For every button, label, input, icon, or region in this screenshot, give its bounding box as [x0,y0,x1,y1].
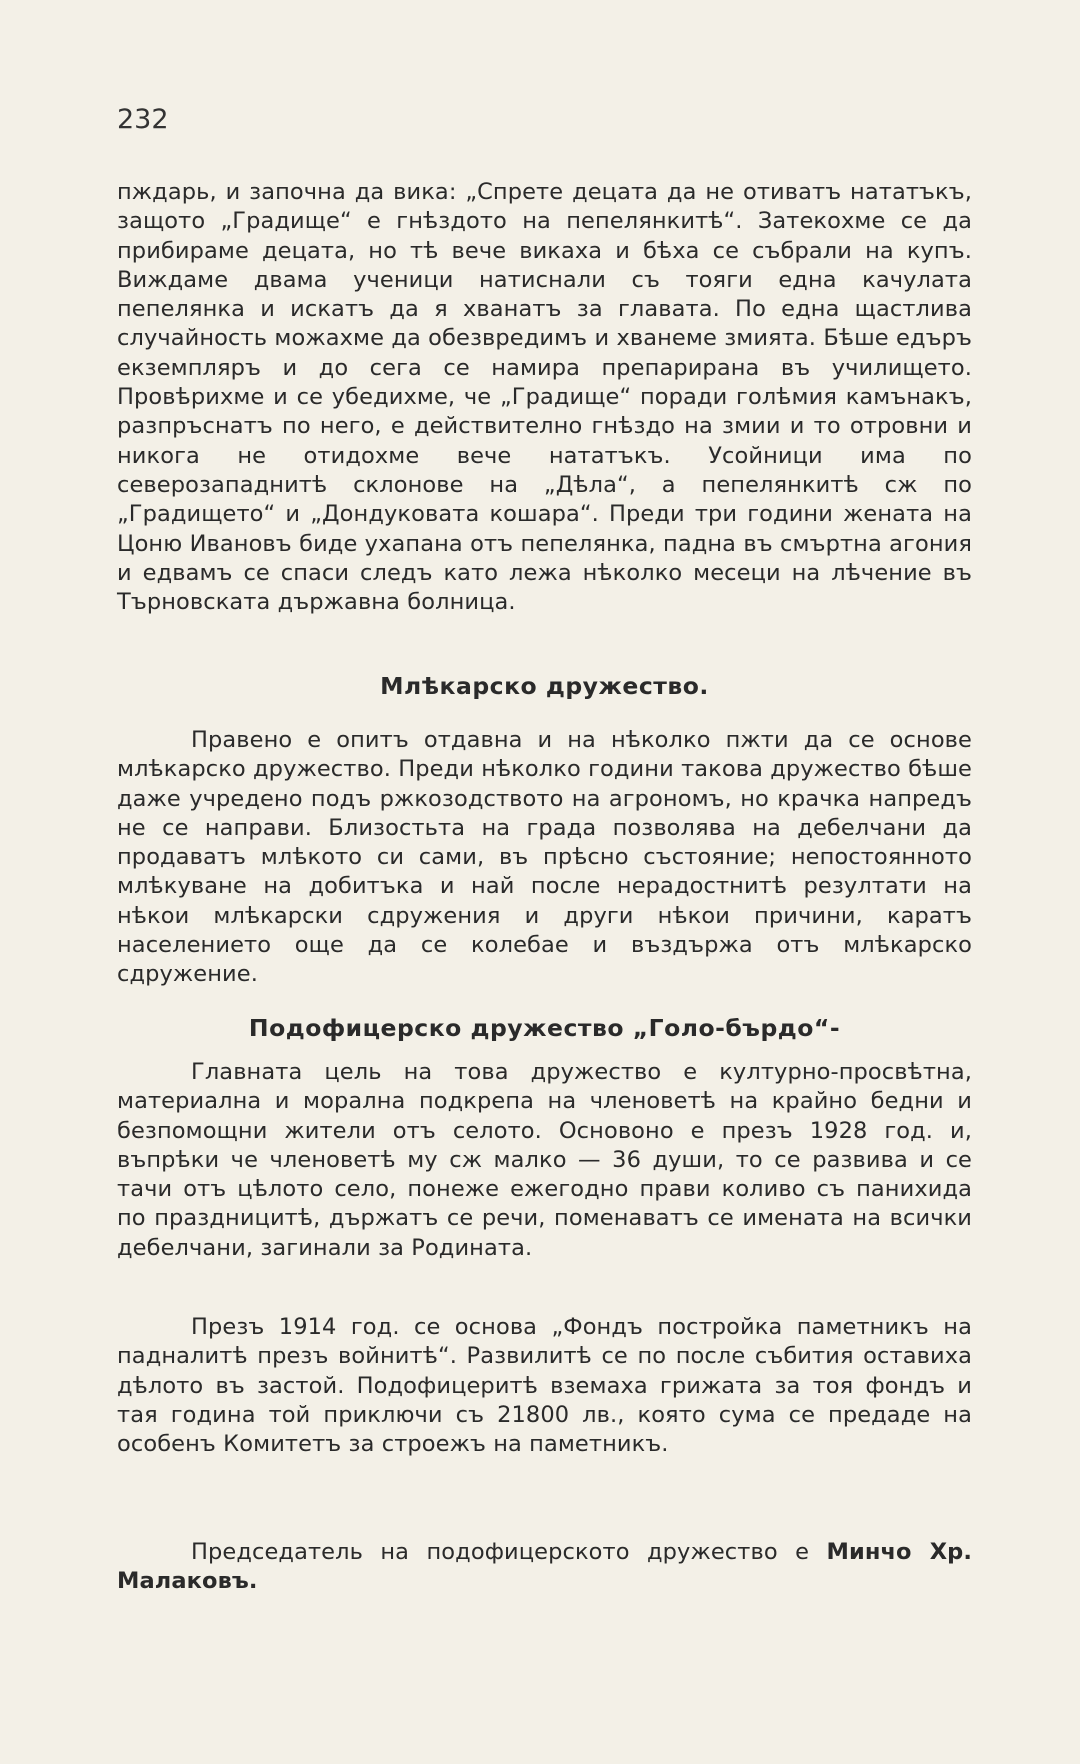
chairman-sentence: Председатель на подофицерското дружество е [191,1539,827,1565]
paragraph-chairman [117,1538,972,1597]
paragraph-text: Главната цель на това дружество е културно-просвѣтна, материална и морална подкрепа на членоветѣ на крайно бедни и безпомощни жители отъ селото. Основоно е презъ 1928 год. и, въпрѣки че членоветѣ му сж малко — 36 души, то се развива и се тачи отъ цѣлото село, понеже ежегодно прави коливо съ панихида по праздницитѣ, държатъ се речи, поменаватъ се имената на всички дебелчани, загинали за Родината. [117,1059,972,1261]
section-heading-dairy: Млѣкарско дружество. [380,672,709,700]
chairman-name: Минчо Хр. Малаковъ. [117,1539,972,1595]
page-number: 232 [117,104,169,135]
paragraph-monument-fund [117,1313,972,1459]
paragraph-text: Презъ 1914 год. се основа „Фондъ постройка паметникъ на падналитѣ презъ войнитѣ“. Развилитѣ се по после събития оставиха дѣлото въ застой. Подофицеритѣ вземаха грижата за тоя фондъ и тая година той приключи съ 21800 лв., която сума се предаде на особенъ Комитетъ за строежъ на паметникъ. [117,1314,972,1458]
paragraph-snakes [117,178,972,617]
paragraph-dairy [117,726,972,990]
paragraph-text: Правено е опитъ отдавна и на нѣколко пжти да се основе млѣкарско дружество. Преди нѣколко години такова дружество бѣше даже учредено подъ ржкозодството на агрономъ, но крачка напредъ не се направи. Близостьта на града позволява на дебелчани да продаватъ млѣкото си сами, въ прѣсно състояние; непостоянното млѣкуване на добитъка и най после нерадостнитѣ резултати на нѣкои млѣкарски сдружения и други нѣкои причини, каратъ населението още да се колебае и въздържа отъ млѣкарско сдружение. [117,727,972,988]
section-heading-nco-society: Подофицерско дружество „Голо-бърдо“- [248,1014,841,1042]
paragraph-text [117,1538,972,1597]
paragraph-society-goal [117,1058,972,1263]
paragraph-text: пждарь, и започна да вика: „Спрете децата да не отиватъ нататъкъ, защото „Градище“ е гнѣздото на пепелянкитѣ“. Затекохме се да прибираме децата, но тѣ вече викаха и бѣха се събрали на купъ. Виждаме двама ученици натиснали съ тояги една качулата пепелянка и искатъ да я хванатъ за главата. По една щастлива случайность можахме да обезвредимъ и хванеме змията. Бѣше едъръ екземпляръ и до сега се намира препарирана въ училището. Провѣрихме и се убедихме, че „Градище“ поради голѣмия камънакъ, разпръснатъ по него, е действително гнѣздо на змии и то отровни и никога не отидохме вече нататъкъ. Усойници има по северозападнитѣ склонове на „Дѣла“, а пепелянкитѣ сж по „Градището“ и „Дондуковата кошара“. Преди три години жената на Цоню Ивановъ биде ухапана отъ пепелянка, падна въ смъртна агония и едвамъ се спаси следъ като лежа нѣколко месеци на лѣчение въ Търновската държавна болница. [117,179,972,616]
